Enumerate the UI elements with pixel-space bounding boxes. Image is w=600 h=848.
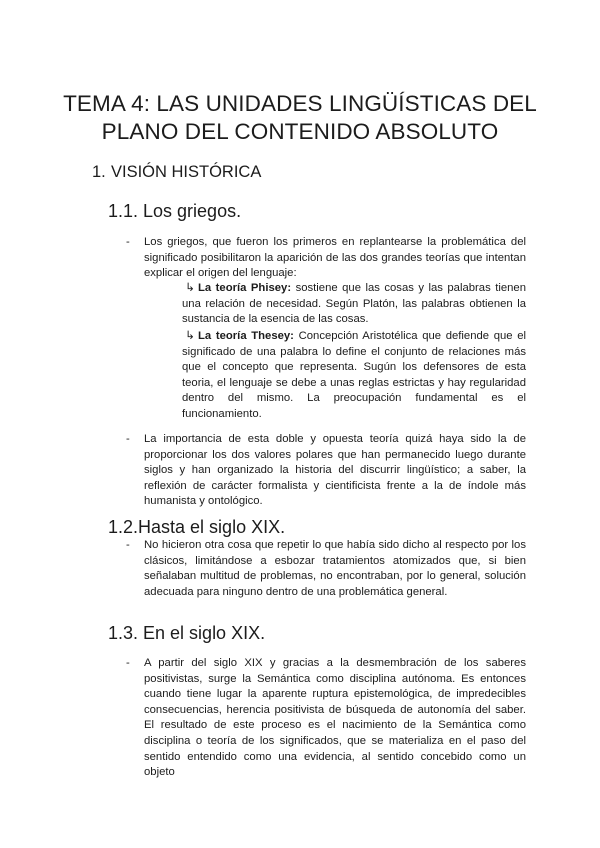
bullet-item: [126, 432, 526, 510]
document-title: TEMA 4: LAS UNIDADES LINGÜÍSTICAS DEL PLANO DEL CONTENIDO ABSOLUTO: [63, 91, 537, 144]
bullet-text: Los griegos, que fueron los primeros en replantearse la problemática del significado posibilitaron la aparición de las dos grandes teorías que intentan explicar el origen del lenguaje:: [144, 236, 526, 280]
bullet-item: [126, 656, 526, 781]
subsection-heading-1-3: 1.3. En el siglo XIX.: [108, 623, 266, 643]
dash-marker: -: [126, 433, 130, 445]
bullet-text: La importancia de esta doble y opuesta teoría quizá haya sido la de proporcionar los dos valores polares que han permanecido luego durante siglos y han organizado la historia del discurrir lingüístico; a saber, la reflexión de carácter formalista y cientificista frente a la de índole más humanista y ontológico.: [144, 433, 526, 508]
bullet-text: No hicieron otra cosa que repetir lo que había sido dicho al respecto por los clásicos, limitándose a esbozar tratamientos atomizados que, si bien señalaban multitud de problemas, no encontraban, por lo general, solución adecuada para ninguno dentro de una problemática general.: [144, 539, 526, 598]
subsection-heading-1-2: 1.2.Hasta el siglo XIX.: [108, 517, 286, 537]
dash-marker: -: [126, 236, 130, 248]
dash-marker: -: [126, 657, 130, 669]
theory-item-thesey: [182, 329, 526, 423]
section-title: VISIÓN HISTÓRICA: [111, 163, 262, 181]
theory-label: La teoría Thesey:: [198, 330, 294, 342]
subsection-heading-1-1: 1.1. Los griegos.: [108, 201, 242, 221]
bullet-item: [126, 538, 526, 600]
section-number: 1.: [92, 163, 106, 181]
bullet-item: [126, 235, 526, 282]
theory-text: sostiene que las cosas y las palabras tienen una relación de necesidad. Según Platón, las palabras obtienen la sustancia de la esencia de las cosas.: [182, 282, 526, 326]
return-arrow-icon: ↳: [185, 330, 195, 342]
bullet-text: A partir del siglo XIX y gracias a la desmembración de los saberes positivistas, surge la Semántica como disciplina autónoma. Es entonces cuando tiene lugar la aparente ruptura epistemológica, de impredecibles consecuencias, herencia positivista de búsqueda de autonomía del saber. El resultado de este proceso es el nacimiento de la Semántica como disciplina o teoría de los significados, que se materializa en el paso del sentido entendido como una evidencia, al sentido concebido como un objeto: [144, 657, 526, 779]
theory-label: La teoría Phisey:: [198, 282, 292, 294]
section-heading-1: [92, 163, 261, 182]
theory-text: Concepción Aristotélica que defiende que el significado de una palabra lo define el conjunto de relaciones más que el concepto que representa. Sugún los defensores de esta teoria, el lenguaje se debe a unas reglas estrictas y hay regularidad dentro del mismo. La preocupación fundamental es el funcionamiento.: [182, 330, 526, 420]
theory-item-phisey: [182, 281, 526, 328]
dash-marker: -: [126, 539, 130, 551]
return-arrow-icon: ↳: [185, 282, 195, 294]
